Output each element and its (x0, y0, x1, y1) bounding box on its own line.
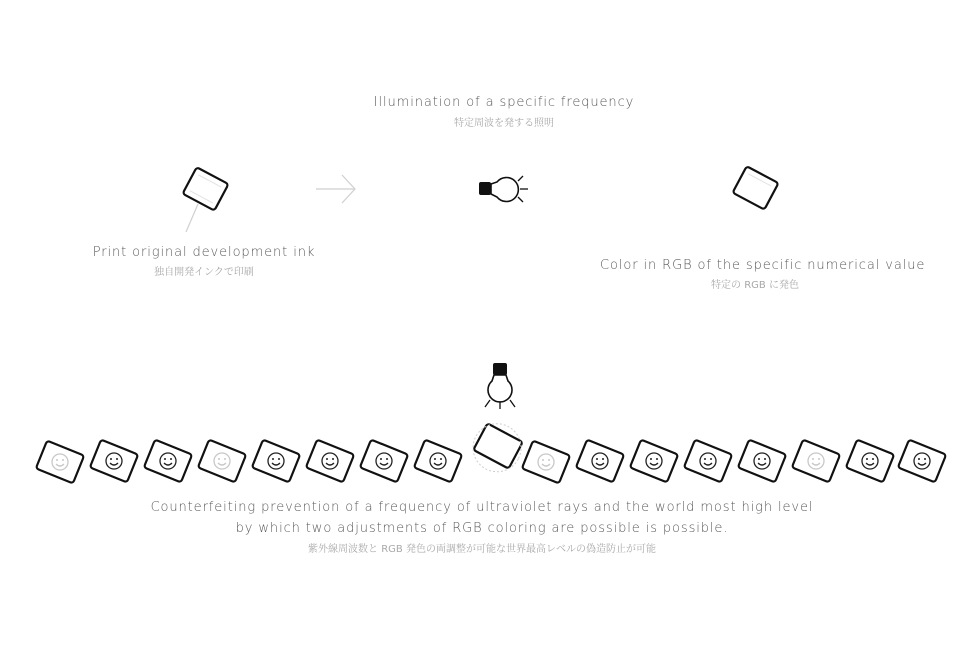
center-card (465, 415, 530, 480)
smiley-card-icon (738, 440, 786, 483)
rgb-color-label-jp: 特定の RGB に発色 (711, 280, 799, 291)
bottom-line-jp: 紫外線周波数と RGB 発色の両調整が可能な世界最高レベルの偽造防止が可能 (308, 544, 656, 555)
light-bulb-icon (480, 360, 520, 410)
print-ink-label: Print original development ink (92, 245, 316, 260)
smiley-card-icon (414, 440, 462, 483)
smiley-card-icon (144, 440, 192, 483)
smiley-card-icon (306, 440, 354, 483)
illumination-title: Illumination of a specific frequency (373, 95, 635, 110)
smiley-card-icon (576, 440, 624, 483)
smiley-card-icon (198, 440, 246, 483)
arrow-right-icon (314, 172, 360, 206)
smiley-card-icon (36, 441, 84, 484)
bottom-line-2: by which two adjustments of RGB coloring are possible is possible. (235, 521, 729, 536)
rgb-color-label: Color in RGB of the specific numerical value (600, 258, 926, 273)
bottom-line-1: Counterfeiting prevention of a frequency of ultraviolet rays and the world most high level (150, 500, 814, 515)
smiley-card-icon (684, 440, 732, 483)
card-icon (728, 165, 788, 215)
card-row (0, 420, 980, 490)
card-with-pen-icon (180, 168, 240, 238)
smiley-card-icon (360, 440, 408, 483)
illumination-title-jp: 特定周波を発する照明 (454, 118, 554, 129)
print-ink-label-jp: 独自開発インクで印刷 (154, 267, 254, 278)
smiley-card-icon (792, 440, 840, 483)
smiley-card-icon (846, 440, 894, 483)
light-bulb-icon (478, 172, 534, 206)
smiley-card-icon (522, 441, 570, 484)
smiley-card-icon (630, 440, 678, 483)
smiley-card-icon (90, 440, 138, 483)
smiley-card-icon (898, 440, 946, 483)
smiley-card-icon (252, 440, 300, 483)
